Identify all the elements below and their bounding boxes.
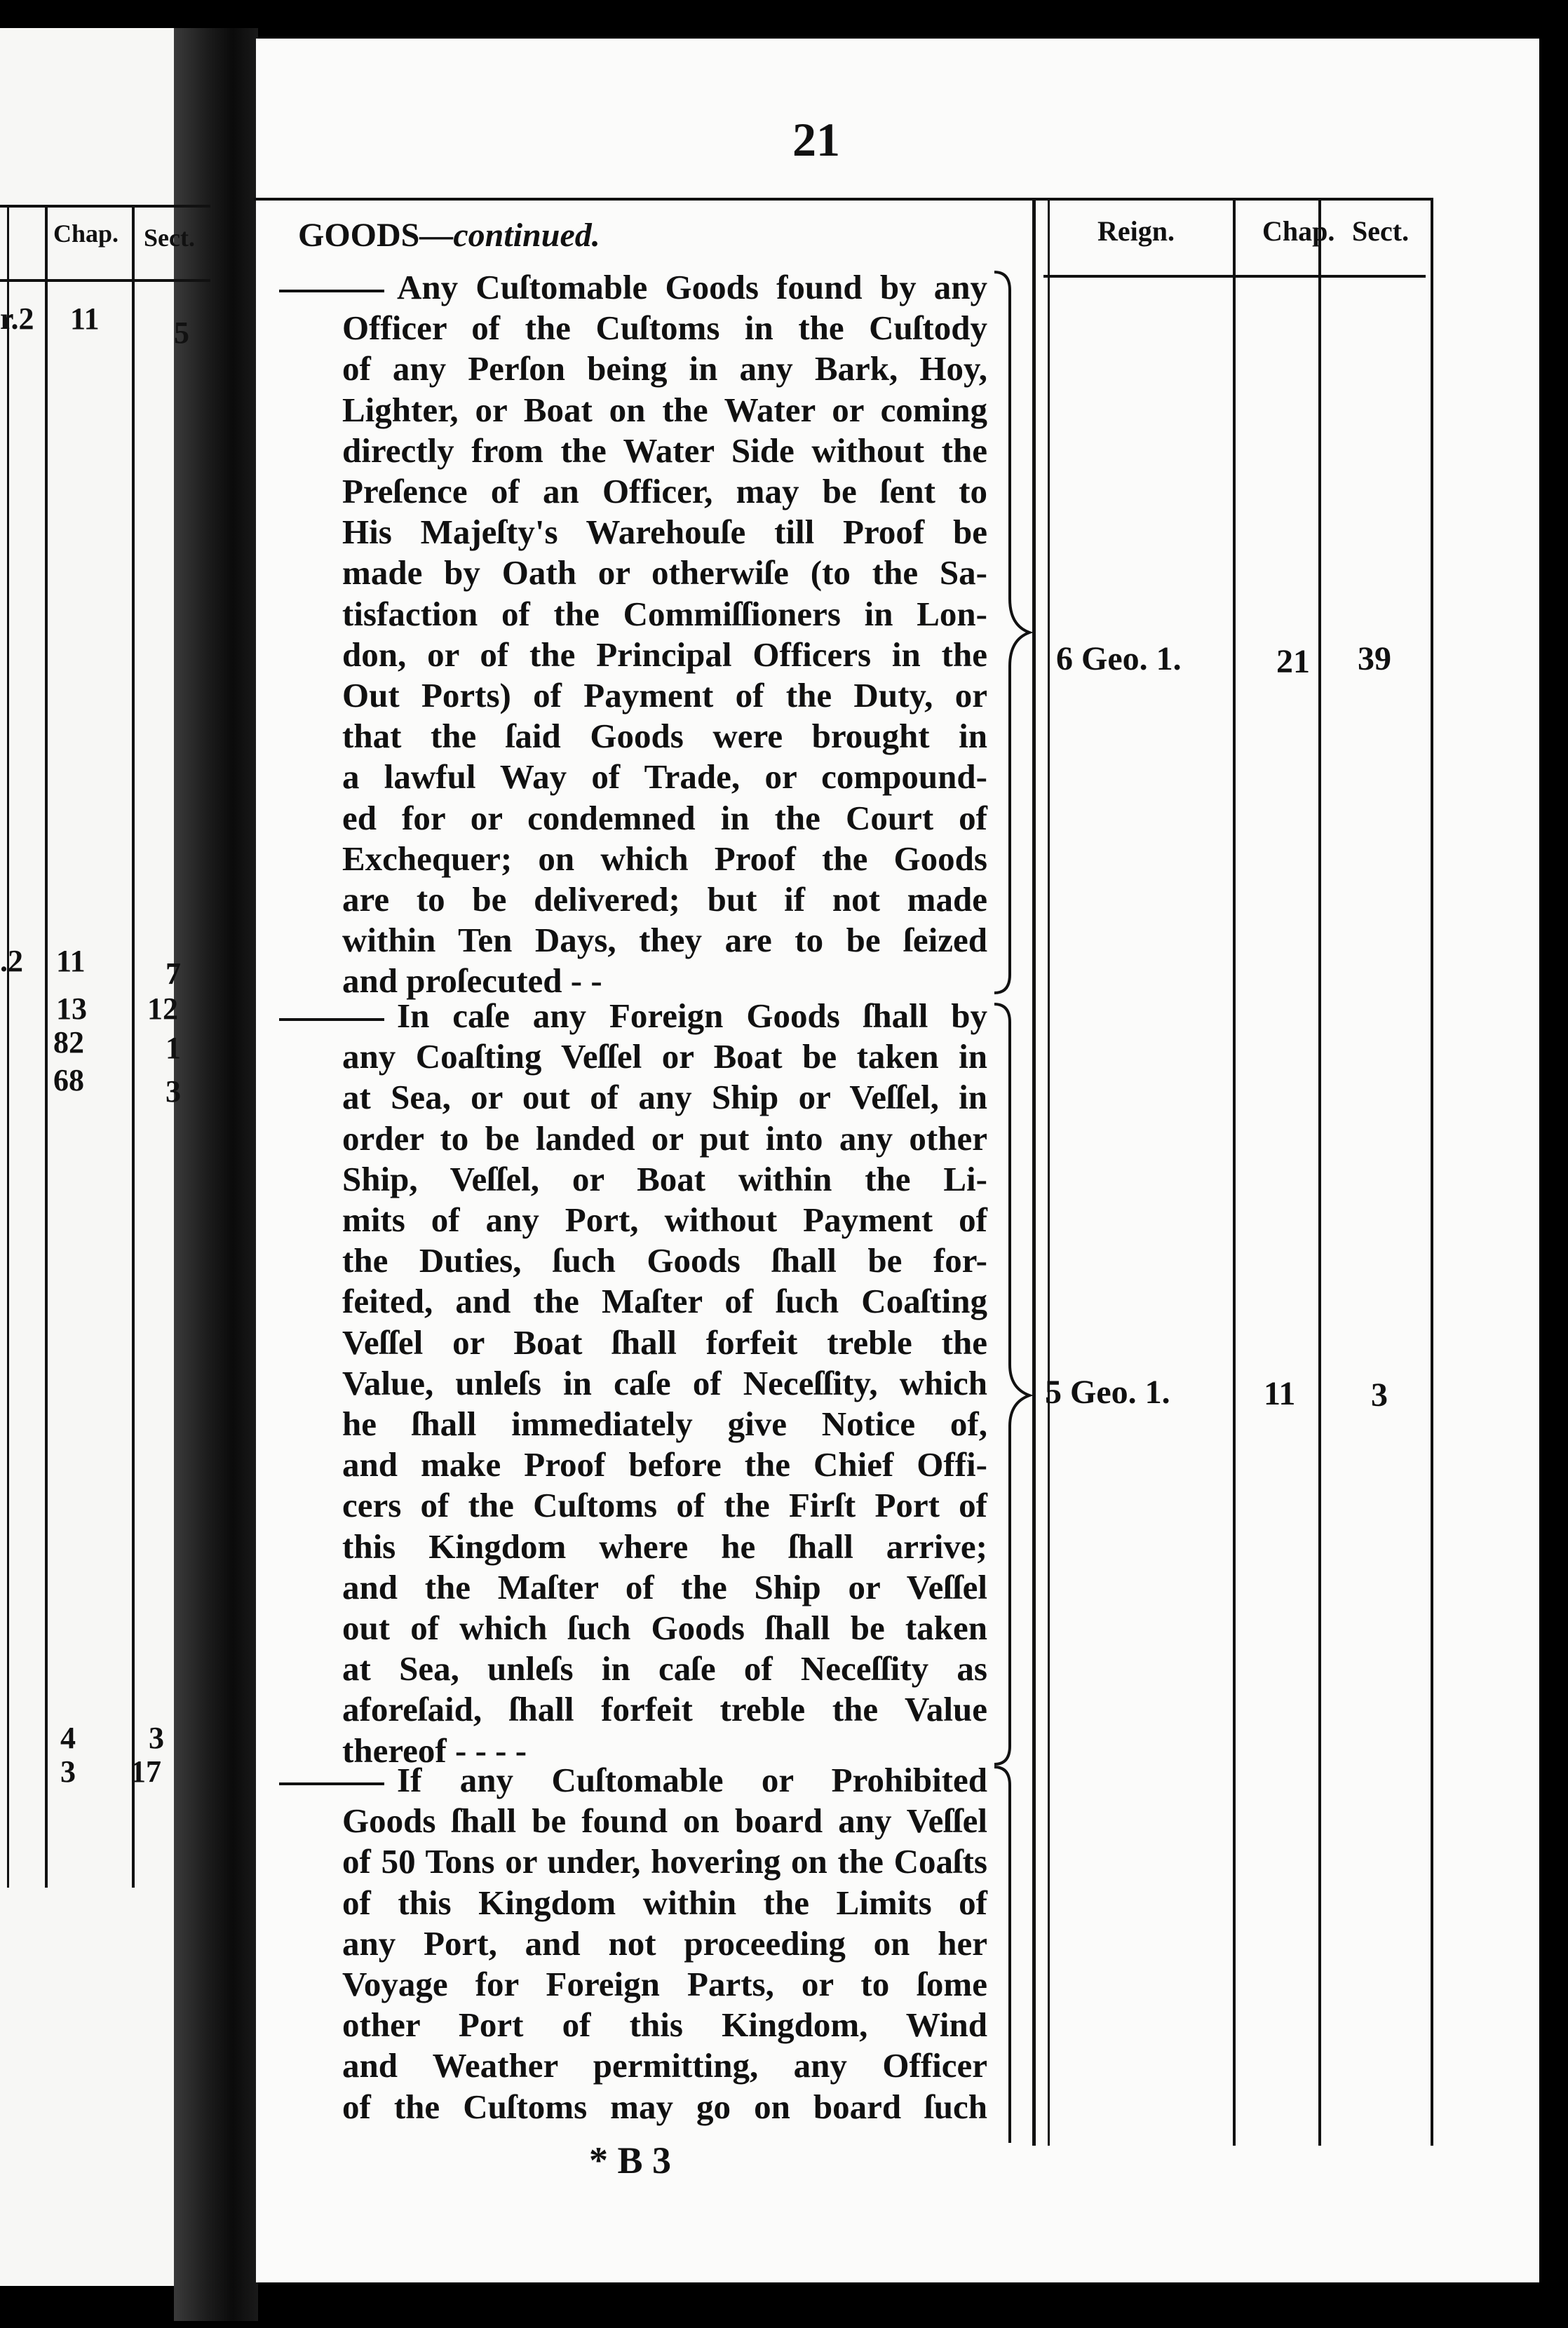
entry-line: are to be delivered; but if not made [342,880,987,919]
entry-line: tisfaction of the Commiſſioners in Lon- [342,594,987,633]
entry-line: aforeſaid, ſhall forfeit treble the Value [342,1690,987,1729]
entry-line: Officer of the Cuſtoms in the Cuſtody [342,309,987,348]
entry-line: other Port of this Kingdom, Wind [342,2005,987,2045]
entry-chap: 21 [1276,643,1310,680]
entry-line: If any Cuſtomable or Prohibited [279,1760,987,1801]
column-rule-sect [1431,198,1433,2146]
entry-line: he ſhall immediately give Notice of, [342,1405,987,1444]
entry-reign: 6 Geo. 1. [1056,640,1182,677]
column-rule-reign [1233,198,1236,2146]
left-sect: 5 [174,316,189,350]
left-sect: 12 [147,992,178,1026]
entry-line: don, or of the Principal Officers in the [342,635,987,674]
entry-line: Veſſel or Boat ſhall forfeit treble the [342,1322,987,1362]
sect-header: Sect. [1352,215,1410,247]
left-reign-fragment: r.2 [0,302,34,336]
left-column-rule [132,205,135,1888]
entry-line: His Majeſty's Warehouſe till Proof be [342,513,987,552]
left-column-rule [7,205,9,1888]
left-chap: 3 [60,1754,76,1789]
left-reign-fragment: .2 [0,944,23,978]
chap-header: Chap. [1262,215,1335,247]
lead-dash [279,290,384,292]
entry-text [342,267,987,1002]
lead-dash [279,1018,384,1021]
entry-line: Goods ſhall be found on board any Veſſel [342,1801,987,1841]
signature-mark: * B 3 [589,2139,672,2181]
entry-line: Preſence of an Officer, may be ſent to [342,472,987,511]
entry-reign: 5 Geo. 1. [1045,1374,1170,1411]
page-number: 21 [792,113,840,166]
entry-line: that the ſaid Goods were brought in [342,717,987,756]
entry-line: any Port, and not proceeding on her [342,1923,987,1963]
entry-line: thereof - - - - [342,1731,527,1770]
entry-line: at Sea, or out of any Ship or Veſſel, in [342,1078,987,1117]
brace-icon [989,1001,1038,1767]
entry-line: In caſe any Foreign Goods ſhall by [279,996,987,1036]
entry-line: Ship, Veſſel, or Boat within the Li- [342,1159,987,1198]
entry-line: and the Maſter of the Ship or Veſſel [342,1567,987,1606]
entry-line: of any Perſon being in any Bark, Hoy, [342,349,987,388]
entry-text [342,996,987,1771]
left-chap: 4 [60,1721,76,1755]
left-header-rule [0,205,210,208]
entry-line: and proſecuted - - [342,961,602,1001]
left-sect: 3 [165,1074,181,1109]
entry-line: of this Kingdom within the Limits of [342,1883,987,1922]
left-sect: 1 [165,1031,181,1065]
book-gutter [174,28,258,2321]
entry-text [342,1760,987,2127]
entry-line: made by Oath or otherwiſe (to the Sa- [342,553,987,593]
entry-line: of the Cuſtoms may go on board ſuch [342,2087,987,2126]
entry-chap: 11 [1264,1375,1296,1412]
entry-line: Value, unleſs in caſe of Neceſſity, which [342,1363,987,1402]
entry-line: Any Cuſtomable Goods found by any [279,267,987,308]
entry-line: the Duties, ſuch Goods ſhall be for- [342,1241,987,1280]
left-chap: 11 [56,944,86,978]
section-heading [298,216,600,255]
entry-line: a lawful Way of Trade, or compound- [342,757,987,797]
reign-header: Reign. [1097,215,1175,247]
entry-line: Exchequer; on which Proof the Goods [342,839,987,878]
heading-continued: —continued. [419,217,600,254]
entry-line: of 50 Tons or under, hovering on the Coaſts [342,1842,987,1881]
entry-line: ed for or condemned in the Court of [342,798,987,837]
left-sect-header: Sect. [144,224,195,252]
left-chap-header: Chap. [53,219,119,248]
entry-line: feited, and the Maſter of ſuch Coaſting [342,1282,987,1321]
entry-line: Voyage for Foreign Parts, or to ſome [342,1965,987,2004]
brace-icon [989,269,1038,996]
lead-dash [279,1782,384,1785]
entry-line: this Kingdom where he ſhall arrive; [342,1527,987,1566]
left-chap: 82 [53,1025,84,1060]
left-header-rule-lower [0,279,210,282]
entry-line: directly from the Water Side without the [342,431,987,470]
entry-line: and Weather permitting, any Officer [342,2046,987,2085]
entry-line: any Coaſting Veſſel or Boat be taken in [342,1037,987,1076]
entry-sect: 3 [1371,1376,1388,1414]
entry-line: out of which ſuch Goods ſhall be taken [342,1609,987,1648]
left-chap: 68 [53,1063,84,1097]
entry-line: mits of any Port, without Payment of [342,1200,987,1240]
column-rule-text-inner [1048,198,1050,2146]
entry-line: cers of the Cuſtoms of the Firſt Port of [342,1486,987,1525]
left-chap: 11 [70,302,100,336]
left-sect: 17 [130,1754,161,1789]
brace-icon [989,1764,1038,2143]
entry-line: within Ten Days, they are to be ſeized [342,921,987,960]
heading-title: GOODS [298,217,420,254]
left-sect: 3 [149,1721,164,1755]
entry-line: Lighter, or Boat on the Water or coming [342,390,987,429]
entry-sect: 39 [1358,640,1391,677]
column-rule-chap [1318,198,1321,2146]
left-sect: 7 [165,956,181,991]
entry-line: Out Ports) of Payment of the Duty, or [342,676,987,715]
entry-line: and make Proof before the Chief Offi- [342,1445,987,1484]
left-column-rule [45,205,48,1888]
entry-line: at Sea, unleſs in caſe of Neceſſity as [342,1649,987,1689]
header-rule-top [254,198,1432,201]
left-chap: 13 [56,992,87,1026]
entry-line: order to be landed or put into any other [342,1118,987,1158]
